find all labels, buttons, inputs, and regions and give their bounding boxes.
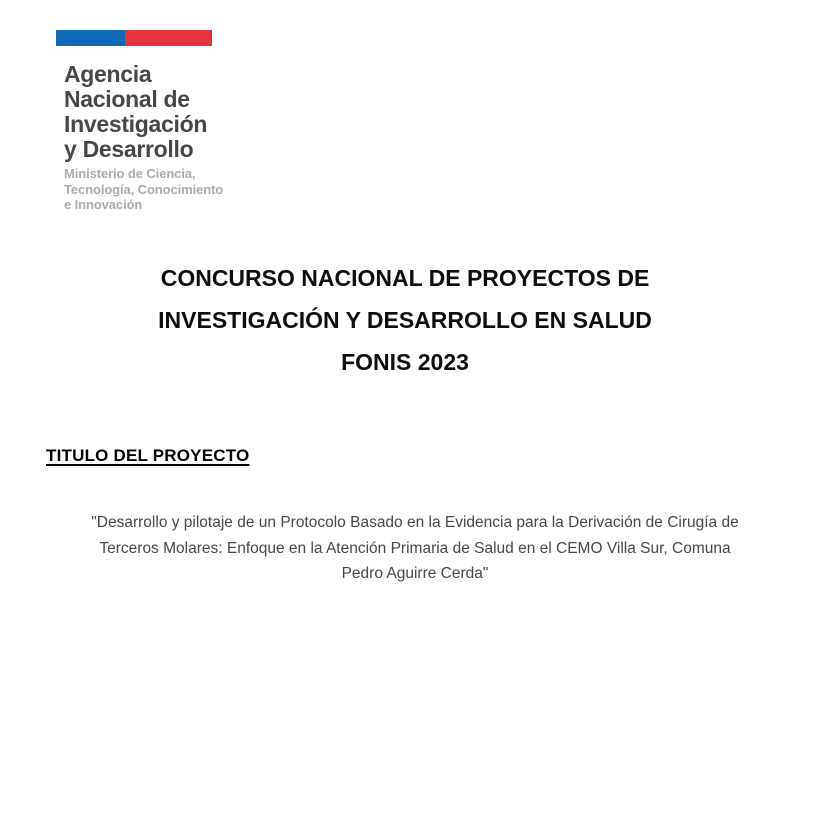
agency-name-line: Investigación — [64, 111, 208, 137]
chile-flag-bar-icon — [56, 30, 212, 46]
flag-blue-segment — [56, 30, 125, 46]
agency-name-line: Nacional de — [64, 86, 190, 112]
document-title-line: INVESTIGACIÓN Y DESARROLLO EN SALUD — [158, 307, 652, 333]
ministry-subtitle-line: e Innovación — [64, 197, 143, 212]
ministry-subtitle — [64, 166, 223, 213]
project-title-line: Pedro Aguirre Cerda" — [341, 565, 489, 582]
ministry-subtitle-line: Tecnología, Conocimiento — [64, 181, 224, 197]
agency-name — [64, 62, 207, 162]
section-heading-titulo-del-proyecto: TITULO DEL PROYECTO — [46, 446, 250, 465]
agency-name-line: y Desarrollo — [64, 136, 194, 162]
project-title-line: "Desarrollo y pilotaje de un Protocolo Basado en la Evidencia para la Derivación de Cirugía de — [91, 514, 739, 531]
document-title-line: CONCURSO NACIONAL DE PROYECTOS DE — [160, 265, 650, 291]
agency-name-line: Agencia — [64, 61, 152, 87]
document-title — [20, 257, 790, 383]
ministry-subtitle-line: Ministerio de Ciencia, — [64, 166, 196, 181]
flag-red-segment — [125, 30, 212, 46]
document-title-line: FONIS 2023 — [341, 349, 469, 375]
project-title-line: Terceros Molares: Enfoque en la Atención Primaria de Salud en el CEMO Villa Sur, Comuna — [99, 539, 731, 557]
project-title-text — [30, 510, 800, 587]
